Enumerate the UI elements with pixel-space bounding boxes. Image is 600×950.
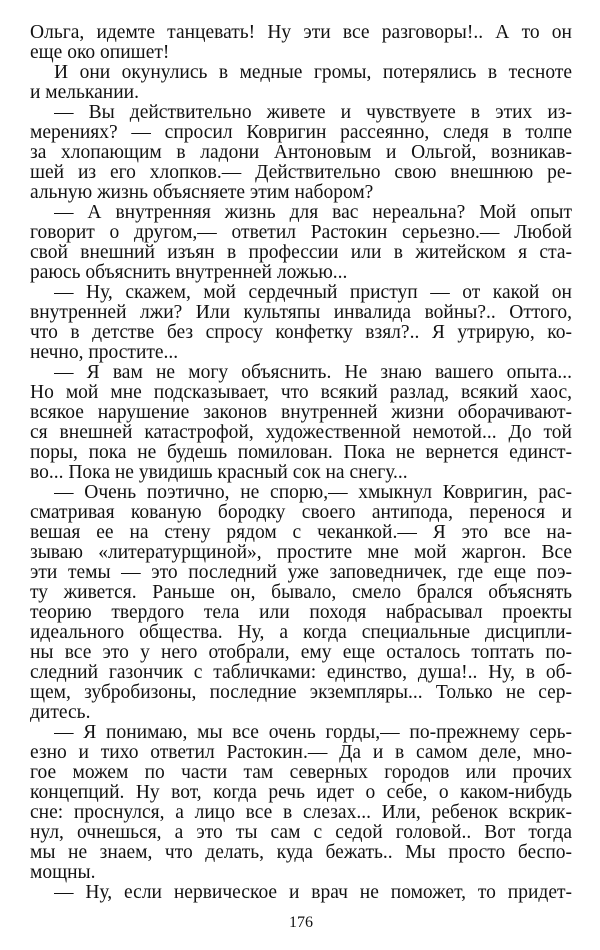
text-line: нул, очнешься, а это ты сам с седой головой.. Вот тогда [30, 822, 572, 843]
text-line: дитесь. [30, 702, 91, 723]
text-line: зываю «литературщиной», простите мне мой жаргон. Все [30, 542, 572, 563]
text-line: Ольга, идемте танцевать! Ну эти все разговоры!.. А то он [30, 22, 572, 43]
text-line: за хлопающим в ладони Антоновым и Ольгой, возникав- [30, 142, 572, 163]
text-line: мощны. [30, 862, 96, 883]
text-line: говорит о другом,— ответил Растокин серьезно.— Любой [30, 222, 572, 243]
page-number: 176 [289, 914, 313, 931]
text-line: раюсь объяснить внутренней ложью... [30, 262, 348, 283]
text-line: эти темы — это последний уже заповедничек, где еще поэ- [30, 562, 572, 583]
text-line: — А внутренняя жизнь для вас нереальна? Мой опыт [54, 202, 572, 223]
text-line: теорию твердого тела или походя набрасывал проекты [30, 602, 572, 623]
text-line: концепций. Ну вот, когда речь идет о себе, о каком-нибудь [30, 782, 572, 803]
text-line: Но мой мне подсказывает, что всякий разлад, всякий хаос, [30, 382, 572, 403]
text-line: еще око опишет! [30, 42, 170, 63]
text-line: поры, пока не будешь помилован. Пока не вернется единст- [30, 442, 572, 463]
text-line: мы не знаем, что делать, куда бежать.. Мы просто беспо- [30, 842, 572, 863]
text-line: ту живется. Раньше он, бывало, смело брался объяснять [30, 582, 572, 603]
text-line: И они окунулись в медные громы, потерялись в тесноте [54, 62, 572, 83]
text-line: — Вы действительно живете и чувствуете в этих из- [54, 102, 572, 123]
text-line: — Ну, если нервическое и врач не поможет, то придет- [54, 882, 572, 903]
text-line: что в детстве без спросу конфетку взял?.. Я утрирую, ко- [30, 322, 572, 343]
text-line: сне: проснулся, а лицо все в слезах... Или, ребенок вскрик- [30, 802, 572, 823]
text-line: вешая ее на стену рядом с чеканкой.— Я это все на- [30, 522, 572, 543]
text-line: сматривая кованую бородку своего антипода, перенося и [30, 502, 572, 523]
text-line: всякое нарушение законов внутренней жизни оборачивают- [30, 402, 572, 423]
text-line: во... Пока не увидишь красный сок на снегу... [30, 462, 408, 483]
text-line: альную жизнь объясняете этим набором? [30, 182, 374, 203]
book-page [30, 20, 572, 930]
text-line: ны все это у него отобрали, ему еще осталось топтать по- [30, 642, 572, 663]
text-line: идеального общества. Ну, а когда специальные дисципли- [30, 622, 572, 643]
text-line: ся внешней катастрофой, художественной немотой... До той [30, 422, 572, 443]
text-line: мерениях? — спросил Ковригин рассеянно, следя в толпе [30, 122, 572, 143]
text-line: щем, зубробизоны, последние экземпляры... Только не сер- [30, 682, 572, 703]
text-line: и мелькании. [30, 82, 139, 103]
text-line: следний газончик с табличками: единство, душа!.. Ну, в об- [30, 662, 572, 683]
text-line: — Ну, скажем, мой сердечный приступ — от какой он [54, 282, 572, 303]
text-line: нечно, простите... [30, 342, 179, 363]
text-line: внутренней лжи? Или культяпы инвалида войны?.. Оттого, [30, 302, 572, 323]
text-line: свой внешний изъян в профессии или в житейском я ста- [30, 242, 572, 263]
text-line: гое можем по части там северных городов или прочих [30, 762, 572, 783]
text-line: — Очень поэтично, не спорю,— хмыкнул Ковригин, рас- [54, 482, 572, 503]
text-line: — Я понимаю, мы все очень горды,— по-прежнему серь- [54, 722, 572, 743]
text-line: шей из его хлопков.— Действительно свою внешнюю ре- [30, 162, 572, 183]
text-line: езно и тихо ответил Растокин.— Да и в самом деле, мно- [30, 742, 572, 763]
text-line: — Я вам не могу объяснить. Не знаю вашего опыта... [54, 362, 572, 383]
